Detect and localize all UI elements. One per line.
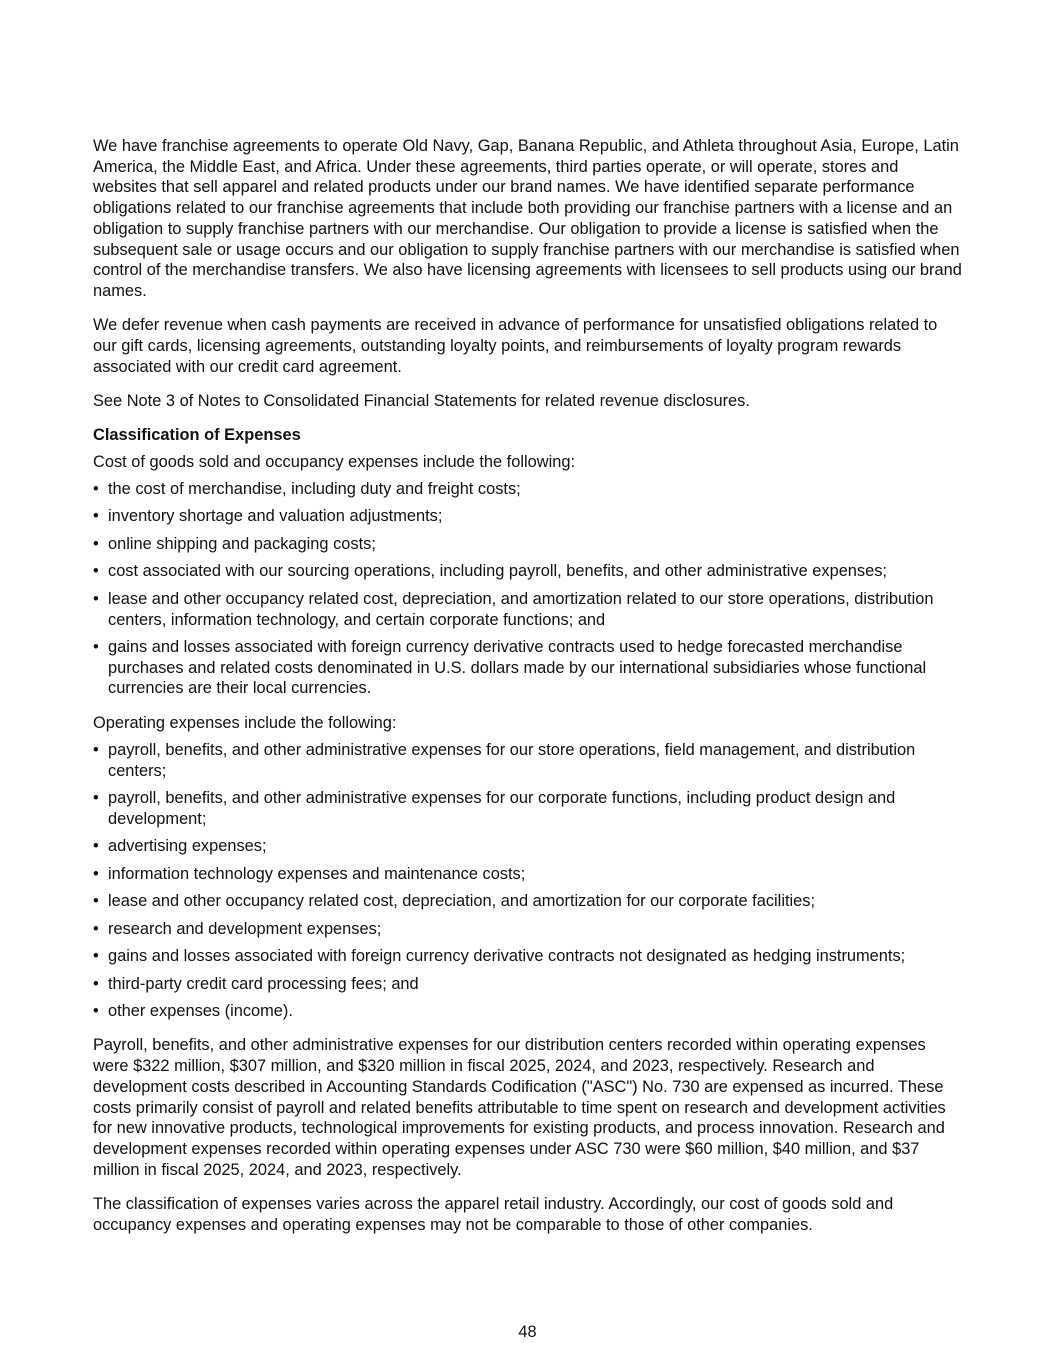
list-item: • other expenses (income). [93, 1001, 965, 1022]
cogs-intro: Cost of goods sold and occupancy expenses include the following: [93, 452, 576, 471]
list-item: • payroll, benefits, and other administrative expenses for our corporate functions, including product design and development; [93, 788, 965, 829]
list-item: • cost associated with our sourcing operations, including payroll, benefits, and other administrative expenses; [93, 561, 965, 582]
list-item: • research and development expenses; [93, 919, 965, 940]
list-item: • lease and other occupancy related cost, depreciation, and amortization for our corporate facilities; [93, 891, 965, 912]
list-item: • information technology expenses and maintenance costs; [93, 864, 965, 885]
section-heading: Classification of Expenses [93, 425, 301, 444]
note-reference-paragraph: See Note 3 of Notes to Consolidated Financial Statements for related revenue disclosures. [93, 391, 750, 410]
page-number: 48 [518, 1323, 537, 1341]
opex-intro: Operating expenses include the following: [93, 713, 397, 732]
list-item: • gains and losses associated with foreign currency derivative contracts not designated as hedging instruments; [93, 946, 965, 967]
deferred-revenue-paragraph: We defer revenue when cash payments are received in advance of performance for unsatisfied obligations related to our gift cards, licensing agreements, outstanding loyalty points, and reimbursements of loyalty program rewards associated with our credit card agreement. [93, 316, 938, 376]
franchise-paragraph: We have franchise agreements to operate Old Navy, Gap, Banana Republic, and Athleta throughout Asia, Europe, Latin America, the Middle East, and Africa. Under these agreements, third parties operate, or will operate, stores and websites that sell apparel and related products under our brand names. We have identified separate performance obligations related to our franchise agreements that include both providing our franchise partners with a license and an obligation to supply franchise partners with our merchandise. Our obligation to provide a license is satisfied when the subsequent sale or usage occurs and our obligation to supply franchise partners with our merchandise is satisfied when control of the merchandise transfers. We also have licensing agreements with licensees to sell products using our brand names. [93, 137, 962, 300]
document-body [93, 136, 965, 1249]
list-item: • inventory shortage and valuation adjustments; [93, 506, 965, 527]
list-item: • online shipping and packaging costs; [93, 534, 965, 555]
list-item: • the cost of merchandise, including duty and freight costs; [93, 479, 965, 500]
list-item: • lease and other occupancy related cost, depreciation, and amortization related to our store operations, distribution centers, information technology, and certain corporate functions; and [93, 589, 965, 630]
comparability-paragraph: The classification of expenses varies across the apparel retail industry. Accordingly, our cost of goods sold and occupancy expenses and operating expenses may not be comparable to those of other companies. [93, 1194, 894, 1234]
distribution-rd-paragraph: Payroll, benefits, and other administrative expenses for our distribution centers recorded within operating expenses were $322 million, $307 million, and $320 million in fiscal 2025, 2024, and 2023, respectively. Research and development costs described in Accounting Standards Codification ("ASC") No. 730 are expensed as incurred. These costs primarily consist of payroll and related benefits attributable to time spent on research and development activities for new innovative products, technological improvements for existing products, and process innovation. Research and development expenses recorded within operating expenses under ASC 730 were $60 million, $40 million, and $37 million in fiscal 2025, 2024, and 2023, respectively. [93, 1036, 946, 1179]
opex-list [93, 740, 965, 1022]
list-item: • third-party credit card processing fees; and [93, 974, 965, 995]
list-item: • advertising expenses; [93, 836, 965, 857]
list-item: • gains and losses associated with foreign currency derivative contracts used to hedge forecasted merchandise purchases and related costs denominated in U.S. dollars made by our international subsidiaries whose functional currencies are their local currencies. [93, 637, 965, 699]
list-item: • payroll, benefits, and other administrative expenses for our store operations, field management, and distribution centers; [93, 740, 965, 781]
cogs-list [93, 479, 965, 699]
